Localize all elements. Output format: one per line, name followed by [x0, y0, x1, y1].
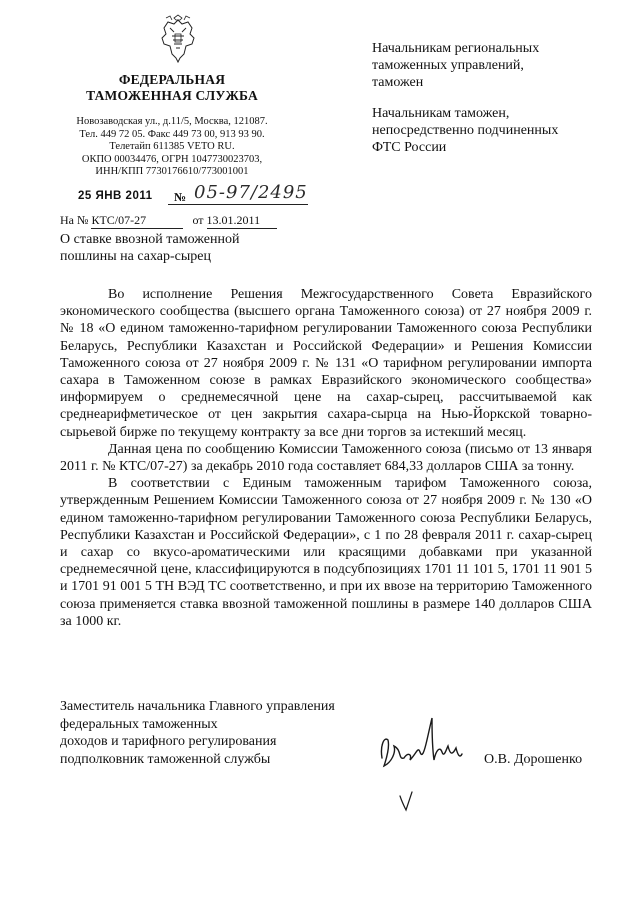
addressee-group-2 — [372, 105, 622, 156]
registration-date-stamp: 25 ЯНВ 2011 — [78, 190, 153, 202]
position-line-4: подполковник таможенной службы — [60, 751, 271, 767]
contact-okpo: ОКПО 00034476, ОГРН 1047730023703, — [81, 153, 263, 165]
ref-prefix: На № — [60, 213, 89, 227]
registration-underline — [168, 204, 308, 205]
letter-body — [60, 286, 592, 630]
body-paragraph-1: Во исполнение Решения Межгосударственного Совета Евразийского экономического сообщества (высшего органа Таможенного союза) от 27 ноября 2009 г. № 18 «О едином таможенно-тарифном регулировании Таможенного союза Республики Беларусь, Республики Казахстан и Российской Федерации» и Решения Комиссии Таможенного союза от 27 ноября 2009 г. № 131 «О тарифном регулировании импорта сахара в Таможенном союзе в рамках Евразийского экономического сообщества» информируем о среднемесячной цене на сахар-сырец, рассчитываемой как среднеарифметическое от цен закрытия сахара-сырца на Нью-Йоркской товарно-сырьевой бирже по текущему контракту за все дни торгов за истекший месяц. — [60, 287, 592, 440]
number-sign: № — [174, 190, 187, 204]
ref-from: от — [192, 213, 204, 227]
subject-line-1: О ставке ввозной таможенной — [60, 232, 240, 247]
signatory-name: О.В. Дорошенко — [484, 752, 583, 767]
ref-number: КТС/07-27 — [91, 213, 183, 229]
position-line-3: доходов и тарифного регулирования — [60, 734, 277, 749]
addressee-line: непосредственно подчиненных — [372, 123, 559, 138]
ref-date: 13.01.2011 — [207, 213, 277, 229]
registration-line — [78, 182, 308, 206]
org-name-line-2: ТАМОЖЕННАЯ СЛУЖБА — [86, 88, 258, 103]
addressee-line: таможен — [372, 75, 424, 90]
org-name-line-1: ФЕДЕРАЛЬНАЯ — [118, 72, 226, 87]
addressee-line: Начальникам таможен, — [372, 106, 510, 121]
position-line-1: Заместитель начальника Главного управления — [60, 699, 335, 714]
contact-teletype: Телетайп 611385 VETO RU. — [109, 141, 235, 153]
body-paragraph-2: Данная цена по сообщению Комиссии Таможенного союза (письмо от 13 января 2011 г. № КТС/07-27) за декабрь 2010 года составляет 684,33 долларов США за тонну. — [60, 441, 592, 475]
subject-line-2: пошлины на сахар-сырец — [60, 249, 211, 264]
position-line-2: федеральных таможенных — [60, 716, 218, 732]
addressee-line: Начальникам региональных — [372, 41, 540, 56]
addressee-line: ФТС России — [372, 140, 447, 155]
contact-address: Новозаводская ул., д.11/5, Москва, 121087. — [76, 116, 268, 127]
organization-name — [60, 72, 284, 104]
coat-of-arms-icon — [158, 14, 198, 66]
body-paragraph-3: В соответствии с Единым таможенным тарифом Таможенного союза, утвержденным Решением Комиссии Таможенного союза от 27 ноября 2009 г. № 130 «О едином таможенно-тарифном регулировании Таможенного союза Республики Беларусь, Республики Казахстан и Российской Федерации», с 1 по 28 февраля 2011 г. сахар-сырец и сахар со вкусо-ароматическими или красящими добавками при указанной среднемесячной цене, классифицируются в подсубпозициях 1701 11 101 5, 1701 11 901 5 и 1701 91 001 5 ТН ВЭД ТС соответственно, и при их ввозе на территорию Таможенного союза применяется ставка ввозной таможенной пошлины в размере 140 долларов США за 1000 кг. — [60, 476, 592, 629]
contact-inn: ИНН/КПП 7730176610/773001001 — [95, 166, 249, 178]
handwritten-signature-icon — [372, 706, 472, 818]
addressee-line: таможенных управлений, — [372, 58, 524, 73]
registration-number-handwritten: 05-97/2495 — [194, 182, 308, 203]
addressee-group-1 — [372, 40, 622, 91]
addressee-block — [372, 40, 622, 170]
letter-subject — [60, 231, 310, 265]
signatory-position — [60, 698, 380, 768]
contact-details — [60, 116, 284, 179]
contact-phone: Тел. 449 72 05. Факс 449 73 00, 913 93 90. — [79, 128, 265, 140]
reference-line — [60, 213, 300, 229]
